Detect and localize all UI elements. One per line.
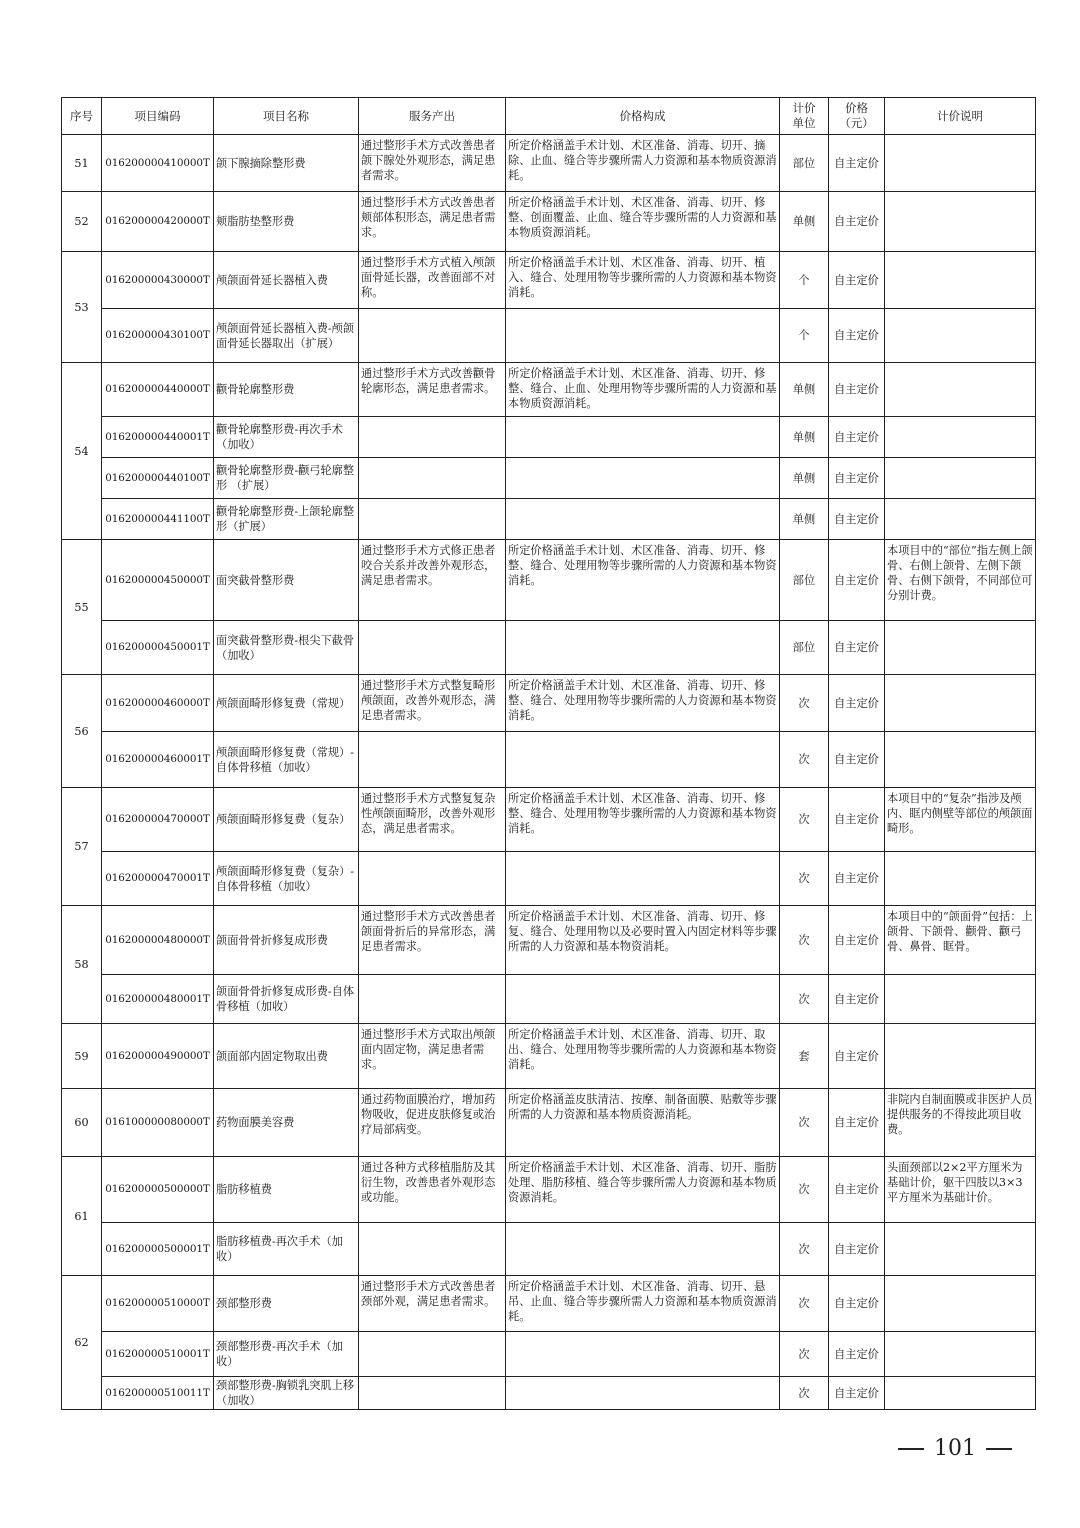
cell-note <box>885 1276 1036 1332</box>
price-table <box>61 97 1036 1410</box>
cell-price: 自主定价 <box>829 1377 885 1410</box>
cell-code: 016200000440100T <box>102 458 214 499</box>
cell-output: 通过整形手术方式改善患者颈部外观，满足患者需求。 <box>359 1276 506 1332</box>
cell-name: 颌面骨骨折修复成形费-自体骨移植（加收） <box>214 975 359 1024</box>
cell-name: 颌面部内固定物取出费 <box>214 1024 359 1089</box>
cell-note <box>885 1332 1036 1377</box>
cell-unit: 单侧 <box>780 192 829 252</box>
cell-price: 自主定价 <box>829 1223 885 1276</box>
header-output: 服务产出 <box>359 98 506 135</box>
cell-composition <box>506 621 780 675</box>
cell-code: 016200000500000T <box>102 1157 214 1223</box>
cell-name: 颅颌面畸形修复费（常规）-自体骨移植（加收） <box>214 732 359 788</box>
cell-price: 自主定价 <box>829 417 885 458</box>
cell-code: 016200000450000T <box>102 540 214 621</box>
cell-note <box>885 309 1036 363</box>
cell-unit: 单侧 <box>780 458 829 499</box>
cell-composition: 所定价格涵盖手术计划、术区准备、消毒、切开、修整、缝合、处理用物等步骤所需的人力资源和基本物资消耗。 <box>506 540 780 621</box>
cell-output <box>359 1223 506 1276</box>
table-row <box>62 417 1036 458</box>
page-number-text: 101 <box>934 1436 976 1461</box>
cell-code: 016200000430000T <box>102 252 214 309</box>
cell-code: 016200000500001T <box>102 1223 214 1276</box>
table-row <box>62 363 1036 417</box>
cell-unit: 次 <box>780 1089 829 1157</box>
cell-note <box>885 458 1036 499</box>
cell-code: 016200000470001T <box>102 852 214 906</box>
table-row <box>62 975 1036 1024</box>
table-row <box>62 309 1036 363</box>
cell-composition: 所定价格涵盖手术计划、术区准备、消毒、切开、修整、缝合、止血、处理用物等步骤所需的人力资源和基本物质资源消耗。 <box>506 363 780 417</box>
cell-unit: 个 <box>780 252 829 309</box>
cell-composition: 所定价格涵盖手术计划、术区准备、消毒、切开、修整、创面覆盖、止血、缝合等步骤所需的人力资源和基本物质资源消耗。 <box>506 192 780 252</box>
cell-seq: 54 <box>62 363 102 540</box>
header-code: 项目编码 <box>102 98 214 135</box>
cell-price: 自主定价 <box>829 906 885 975</box>
cell-output <box>359 732 506 788</box>
cell-name: 颈部整形费-胸锁乳突肌上移（加收） <box>214 1377 359 1410</box>
cell-code: 016200000480001T <box>102 975 214 1024</box>
cell-output: 通过药物面膜治疗，增加药物吸收，促进皮肤修复或治疗局部病变。 <box>359 1089 506 1157</box>
cell-unit: 次 <box>780 906 829 975</box>
cell-code: 016200000480000T <box>102 906 214 975</box>
cell-output: 通过整形手术方式改善患者颌面骨折后的异常形态，满足患者需求。 <box>359 906 506 975</box>
cell-seq: 51 <box>62 135 102 192</box>
cell-seq: 56 <box>62 675 102 788</box>
cell-note <box>885 192 1036 252</box>
cell-composition <box>506 1332 780 1377</box>
cell-code: 016200000470000T <box>102 788 214 852</box>
cell-composition <box>506 458 780 499</box>
cell-seq: 57 <box>62 788 102 906</box>
cell-composition <box>506 852 780 906</box>
cell-price: 自主定价 <box>829 675 885 732</box>
cell-code: 016200000510001T <box>102 1332 214 1377</box>
cell-price: 自主定价 <box>829 1024 885 1089</box>
header-note: 计价说明 <box>885 98 1036 135</box>
header-unit-line2: 单位 <box>792 116 816 130</box>
cell-composition: 所定价格涵盖手术计划、术区准备、消毒、切开、修复、缝合、处理用物以及必要时置入内固定材料等步骤所需的人力资源和基本物资消耗。 <box>506 906 780 975</box>
cell-note <box>885 363 1036 417</box>
cell-note <box>885 1223 1036 1276</box>
cell-name: 颅颌面骨延长器植入费-颅颌面骨延长器取出（扩展） <box>214 309 359 363</box>
cell-note <box>885 499 1036 540</box>
cell-code: 016200000441100T <box>102 499 214 540</box>
cell-output <box>359 1332 506 1377</box>
table-row <box>62 1089 1036 1157</box>
cell-price: 自主定价 <box>829 309 885 363</box>
cell-note: 本项目中的“复杂”指涉及颅内、眶内侧壁等部位的颅颌面畸形。 <box>885 788 1036 852</box>
cell-name: 颈部整形费 <box>214 1276 359 1332</box>
cell-code: 016200000460001T <box>102 732 214 788</box>
cell-price: 自主定价 <box>829 788 885 852</box>
cell-note: 本项目中的“颌面骨”包括：上颌骨、下颌骨、颧骨、颧弓骨、鼻骨、眶骨。 <box>885 906 1036 975</box>
table-row <box>62 192 1036 252</box>
cell-name: 颧骨轮廓整形费 <box>214 363 359 417</box>
cell-output <box>359 499 506 540</box>
cell-note <box>885 732 1036 788</box>
page-number <box>0 1436 1080 1461</box>
cell-composition <box>506 1223 780 1276</box>
cell-composition <box>506 417 780 458</box>
cell-composition <box>506 1377 780 1410</box>
cell-output: 通过整形手术方式整复复杂性颅颌面畸形，改善外观形态，满足患者需求。 <box>359 788 506 852</box>
cell-name: 颧骨轮廓整形费-上颌轮廓整形（扩展） <box>214 499 359 540</box>
cell-unit: 次 <box>780 1157 829 1223</box>
table-row <box>62 732 1036 788</box>
cell-price: 自主定价 <box>829 192 885 252</box>
table-row <box>62 788 1036 852</box>
cell-code: 016200000510000T <box>102 1276 214 1332</box>
cell-composition: 所定价格涵盖手术计划、术区准备、消毒、切开、摘除、止血、缝合等步骤所需人力资源和基本物质资源消耗。 <box>506 135 780 192</box>
cell-seq: 55 <box>62 540 102 675</box>
cell-unit: 单侧 <box>780 363 829 417</box>
cell-unit: 套 <box>780 1024 829 1089</box>
cell-composition: 所定价格涵盖手术计划、术区准备、消毒、切开、植入、缝合、处理用物等步骤所需的人力资源和基本物资消耗。 <box>506 252 780 309</box>
header-unit <box>780 98 829 135</box>
cell-seq: 59 <box>62 1024 102 1089</box>
cell-name: 面突截骨整形费 <box>214 540 359 621</box>
header-composition: 价格构成 <box>506 98 780 135</box>
cell-unit: 次 <box>780 675 829 732</box>
cell-price: 自主定价 <box>829 975 885 1024</box>
table-row <box>62 852 1036 906</box>
cell-name: 颅颌面骨延长器植入费 <box>214 252 359 309</box>
cell-name: 颅颌面畸形修复费（常规） <box>214 675 359 732</box>
header-price <box>829 98 885 135</box>
table-row <box>62 1157 1036 1223</box>
table-row <box>62 675 1036 732</box>
cell-name: 颅颌面畸形修复费（复杂） <box>214 788 359 852</box>
cell-name: 颧骨轮廓整形费-颧弓轮廓整形 （扩展） <box>214 458 359 499</box>
cell-note <box>885 1377 1036 1410</box>
cell-price: 自主定价 <box>829 852 885 906</box>
cell-code: 016200000440000T <box>102 363 214 417</box>
cell-name: 颅颌面畸形修复费（复杂）-自体骨移植（加收） <box>214 852 359 906</box>
cell-note <box>885 975 1036 1024</box>
cell-seq: 61 <box>62 1157 102 1276</box>
header-unit-line1: 计价 <box>792 101 816 115</box>
cell-note: 非院内自制面膜或非医护人员提供服务的不得按此项目收费。 <box>885 1089 1036 1157</box>
cell-price: 自主定价 <box>829 458 885 499</box>
cell-price: 自主定价 <box>829 1089 885 1157</box>
cell-note <box>885 1024 1036 1089</box>
cell-output: 通过整形手术方式改善患者颌下腺处外观形态，满足患者需求。 <box>359 135 506 192</box>
cell-composition <box>506 499 780 540</box>
cell-unit: 次 <box>780 732 829 788</box>
cell-code: 016200000440001T <box>102 417 214 458</box>
table-row <box>62 458 1036 499</box>
cell-note <box>885 417 1036 458</box>
cell-composition: 所定价格涵盖手术计划、术区准备、消毒、切开、修整、缝合、处理用物等步骤所需的人力资源和基本物资消耗。 <box>506 788 780 852</box>
table-body <box>62 135 1036 1410</box>
cell-code: 016200000490000T <box>102 1024 214 1089</box>
cell-composition <box>506 975 780 1024</box>
cell-output <box>359 621 506 675</box>
cell-price: 自主定价 <box>829 1332 885 1377</box>
cell-output: 通过整形手术方式修正患者咬合关系并改善外观形态，满足患者需求。 <box>359 540 506 621</box>
cell-output <box>359 309 506 363</box>
table-row <box>62 1377 1036 1410</box>
cell-code: 016200000420000T <box>102 192 214 252</box>
cell-name: 脂肪移植费 <box>214 1157 359 1223</box>
table-row <box>62 1024 1036 1089</box>
cell-price: 自主定价 <box>829 135 885 192</box>
table-row <box>62 1332 1036 1377</box>
cell-price: 自主定价 <box>829 621 885 675</box>
cell-unit: 部位 <box>780 135 829 192</box>
cell-unit: 次 <box>780 852 829 906</box>
cell-seq: 58 <box>62 906 102 1024</box>
cell-unit: 单侧 <box>780 417 829 458</box>
table-row <box>62 135 1036 192</box>
cell-output <box>359 1377 506 1410</box>
cell-output: 通过整形手术方式取出颅颌面内固定物，满足患者需求。 <box>359 1024 506 1089</box>
cell-price: 自主定价 <box>829 540 885 621</box>
cell-note <box>885 135 1036 192</box>
table-row <box>62 540 1036 621</box>
cell-unit: 次 <box>780 1377 829 1410</box>
cell-seq: 53 <box>62 252 102 363</box>
cell-unit: 次 <box>780 788 829 852</box>
cell-note <box>885 852 1036 906</box>
cell-price: 自主定价 <box>829 1157 885 1223</box>
cell-name: 颧骨轮廓整形费-再次手术（加收） <box>214 417 359 458</box>
page-dash-left <box>898 1448 924 1450</box>
cell-code: 016200000410000T <box>102 135 214 192</box>
cell-name: 颌下腺摘除整形费 <box>214 135 359 192</box>
cell-output: 通过整形手术方式改善患者颊部体积形态，满足患者需求。 <box>359 192 506 252</box>
cell-unit: 次 <box>780 1223 829 1276</box>
table-row <box>62 1223 1036 1276</box>
header-price-line2: （元） <box>839 116 874 130</box>
cell-unit: 单侧 <box>780 499 829 540</box>
cell-name: 药物面膜美容费 <box>214 1089 359 1157</box>
cell-composition <box>506 309 780 363</box>
cell-output <box>359 458 506 499</box>
cell-output <box>359 852 506 906</box>
table-row <box>62 621 1036 675</box>
cell-output: 通过整形手术方式整复畸形颅颌面，改善外观形态，满足患者需求。 <box>359 675 506 732</box>
cell-name: 颊脂肪垫整形费 <box>214 192 359 252</box>
cell-unit: 部位 <box>780 540 829 621</box>
cell-code: 016200000460000T <box>102 675 214 732</box>
cell-composition: 所定价格涵盖手术计划、术区准备、消毒、切开、取出、缝合、处理用物等步骤所需的人力资源和基本物资消耗。 <box>506 1024 780 1089</box>
cell-composition: 所定价格涵盖手术计划、术区准备、消毒、切开、悬吊、止血、缝合等步骤所需人力资源和基本物质资源消耗。 <box>506 1276 780 1332</box>
cell-name: 面突截骨整形费-根尖下截骨（加收） <box>214 621 359 675</box>
cell-name: 颌面骨骨折修复成形费 <box>214 906 359 975</box>
table-header-row <box>62 98 1036 135</box>
cell-composition: 所定价格涵盖手术计划、术区准备、消毒、切开、脂肪处理、脂肪移植、缝合等步骤所需人力资源和基本物质资源消耗。 <box>506 1157 780 1223</box>
cell-seq: 52 <box>62 192 102 252</box>
cell-output: 通过整形手术方式植入颅颌面骨延长器，改善面部不对称。 <box>359 252 506 309</box>
cell-unit: 部位 <box>780 621 829 675</box>
header-seq: 序号 <box>62 98 102 135</box>
cell-price: 自主定价 <box>829 499 885 540</box>
page-dash-right <box>986 1448 1012 1450</box>
cell-unit: 次 <box>780 1332 829 1377</box>
cell-output: 通过整形手术方式改善颧骨轮廓形态，满足患者需求。 <box>359 363 506 417</box>
table-row <box>62 906 1036 975</box>
header-price-line1: 价格 <box>845 101 868 115</box>
table-row <box>62 499 1036 540</box>
cell-unit: 个 <box>780 309 829 363</box>
cell-price: 自主定价 <box>829 252 885 309</box>
cell-price: 自主定价 <box>829 732 885 788</box>
table-row <box>62 252 1036 309</box>
cell-name: 颈部整形费-再次手术（加收） <box>214 1332 359 1377</box>
cell-note <box>885 252 1036 309</box>
cell-seq: 60 <box>62 1089 102 1157</box>
cell-price: 自主定价 <box>829 1276 885 1332</box>
cell-composition <box>506 732 780 788</box>
cell-note <box>885 621 1036 675</box>
cell-price: 自主定价 <box>829 363 885 417</box>
cell-note <box>885 675 1036 732</box>
cell-code: 016200000510011T <box>102 1377 214 1410</box>
cell-output <box>359 975 506 1024</box>
cell-unit: 次 <box>780 1276 829 1332</box>
cell-seq: 62 <box>62 1276 102 1410</box>
cell-note: 头面颈部以2×2平方厘米为基础计价，躯干四肢以3×3平方厘米为基础计价。 <box>885 1157 1036 1223</box>
cell-output: 通过各种方式移植脂肪及其衍生物，改善患者外观形态或功能。 <box>359 1157 506 1223</box>
cell-output <box>359 417 506 458</box>
cell-note: 本项目中的“部位”指左侧上颌骨、右侧上颌骨、左侧下颌骨、右侧下颌骨，不同部位可分别计费。 <box>885 540 1036 621</box>
cell-code: 016100000080000T <box>102 1089 214 1157</box>
cell-name: 脂肪移植费-再次手术（加收） <box>214 1223 359 1276</box>
cell-code: 016200000430100T <box>102 309 214 363</box>
table-row <box>62 1276 1036 1332</box>
cell-composition: 所定价格涵盖皮肤清洁、按摩、制备面膜、贴敷等步骤所需的人力资源和基本物质资源消耗。 <box>506 1089 780 1157</box>
cell-composition: 所定价格涵盖手术计划、术区准备、消毒、切开、修整、缝合、处理用物等步骤所需的人力资源和基本物资消耗。 <box>506 675 780 732</box>
header-name: 项目名称 <box>214 98 359 135</box>
cell-unit: 次 <box>780 975 829 1024</box>
cell-code: 016200000450001T <box>102 621 214 675</box>
